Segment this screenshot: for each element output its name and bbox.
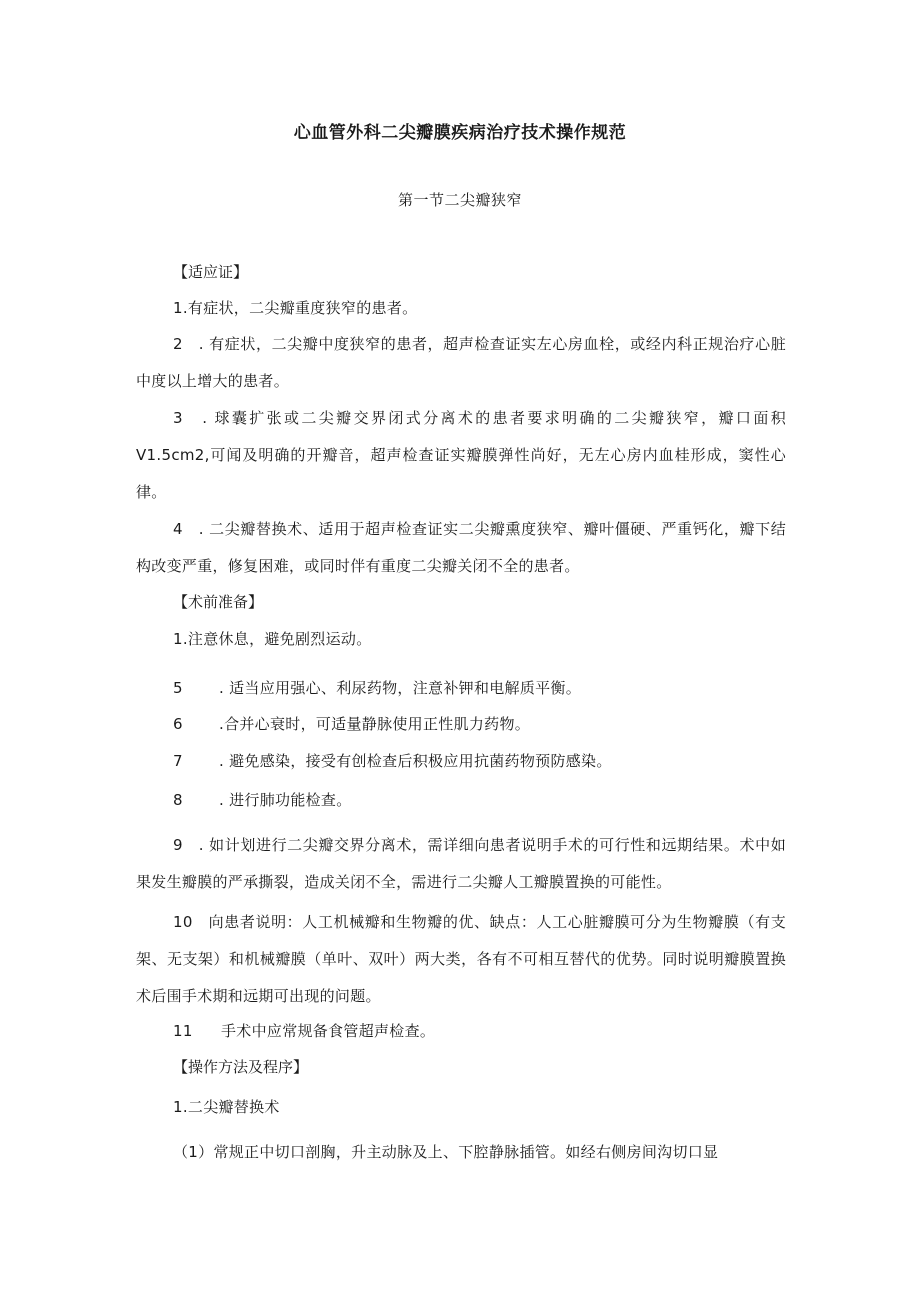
preop-item-1: 1.注意休息，避免剧烈运动。 (173, 630, 372, 648)
preop-heading: 【术前准备】 (173, 593, 264, 611)
item-text: . 避免感染，接受有创检查后积极应用抗菌药物预防感染。 (219, 752, 612, 770)
item-number: 5 (173, 679, 183, 697)
item-number: 6 (173, 715, 183, 733)
preop-item-6 (173, 714, 530, 734)
preop-item-9: 9 . 如计划进行二尖瓣交界分离术，需详细向患者说明手术的可行性和远期结果。术中如果发生瓣膜的严承撕裂，造成关闭不全，需进行二尖瓣人工瓣膜置换的可能性。 (136, 836, 786, 891)
preop-item-10: 10 向患者说明：人工机械瓣和生物瓣的优、缺点：人工心脏瓣膜可分为生物瓣膜（有支架、无支架）和机械瓣膜（单叶、双叶）两大类，各有不可相互替代的优势。同时说明瓣膜置换术后围手术期和远期可出现的问题。 (136, 913, 786, 1005)
item-number: 11 (173, 1022, 193, 1040)
indication-item-3: 3 . 球囊扩张或二尖瓣交界闭式分离术的患者要求明确的二尖瓣狭窄，瓣口面积V1.5cm2,可闻及明确的开瓣音，超声检查证实瓣膜弹性尚好，无左心房内血桂形成，窦性心律。 (136, 409, 786, 501)
item-text: . 进行肺功能检查。 (219, 791, 352, 809)
indication-item-2: 2 . 有症状，二尖瓣中度狭窄的患者，超声检查证实左心房血栓，或经内科正规治疗心脏中度以上增大的患者。 (136, 335, 786, 390)
indication-item-4: 4 . 二尖瓣替换术、适用于超声检查证实二尖瓣熏度狭窄、瓣叶僵硬、严重钙化，瓣下结构改变严重，修复困难，或同时伴有重度二尖瓣关闭不全的患者。 (136, 520, 786, 575)
document-title: 心血管外科二尖瓣膜疾病治疗技术操作规范 (293, 123, 627, 143)
item-text: 手术中应常规备食管超声检查。 (221, 1022, 436, 1040)
procedure-step-1: （1）常规正中切口剖胸，升主动脉及上、下腔静脉插管。如经右侧房间沟切口显 (173, 1143, 719, 1161)
item-text: .合并心衰时，可适量静脉使用正性肌力药物。 (219, 715, 531, 733)
preop-item-5 (173, 678, 581, 698)
indication-item-1: 1.有症状，二尖瓣重度狭窄的患者。 (173, 299, 418, 317)
procedure-sub-1: 1.二尖瓣替换术 (173, 1098, 280, 1116)
item-number: 8 (173, 791, 183, 809)
item-text: . 适当应用强心、利尿药物，注意补钾和电解质平衡。 (219, 679, 582, 697)
preop-item-7 (173, 751, 612, 771)
indications-heading: 【适应证】 (173, 263, 249, 281)
preop-item-11 (173, 1021, 435, 1041)
preop-item-8 (173, 790, 352, 810)
procedure-heading: 【操作方法及程序】 (173, 1058, 309, 1076)
section-title: 第一节二尖瓣狭窄 (397, 191, 522, 209)
item-number: 7 (173, 752, 183, 770)
